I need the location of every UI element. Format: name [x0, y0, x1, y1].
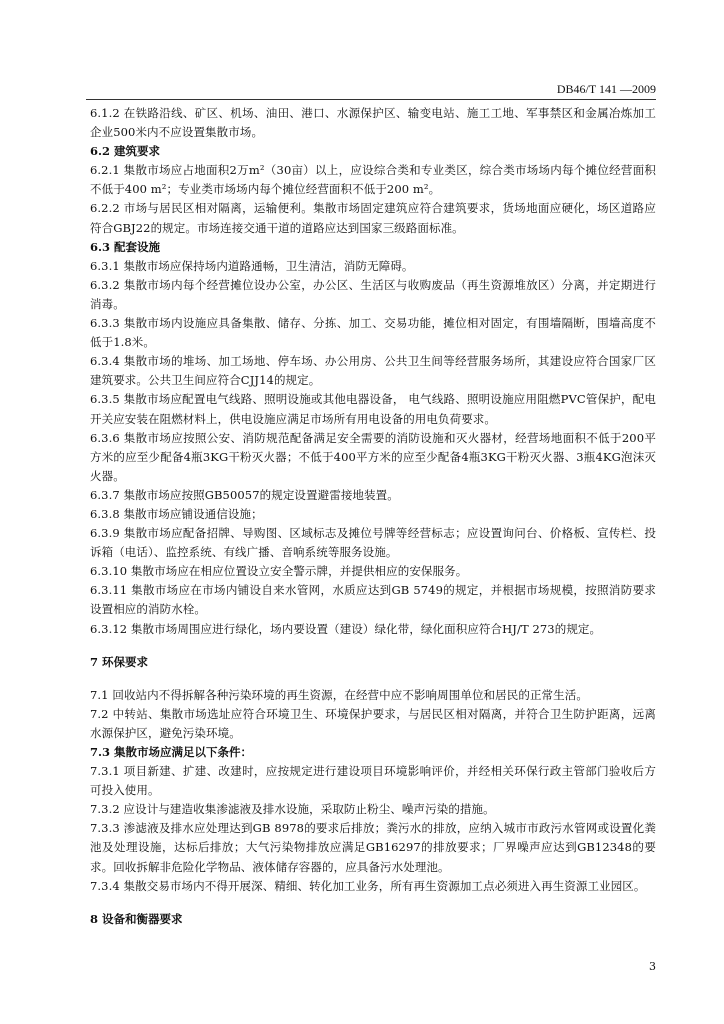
subsection-heading: 6.2 建筑要求 — [90, 144, 161, 159]
paragraph: 7.3.2 应设计与建造收集渗滤液及排水设施，采取防止粉尘、噪声污染的措施。 — [90, 802, 495, 817]
section-heading: 7 环保要求 — [90, 654, 149, 669]
subsection-heading: 6.3 配套设施 — [90, 239, 161, 254]
page-number: 3 — [649, 960, 656, 973]
paragraph: 6.3.8 集散市场应铺设通信设施； — [90, 506, 263, 521]
document-body — [90, 104, 656, 929]
paragraph: 6.1.2 在铁路沿线、矿区、机场、油田、港口、水源保护区、输变电站、施工工地、军事禁区和金属冶炼加工企业500米内不应设置集散市场。 — [90, 106, 656, 140]
paragraph: 6.3.5 集散市场应配置电气线路、照明设施或其他电器设备， 电气线路、照明设施应用阻燃PVC管保护，配电开关应安装在阻燃材料上，供电设施应满足市场所有用电设备的用电负荷要求。 — [90, 392, 656, 426]
section-gap — [90, 672, 656, 686]
section-heading: 8 设备和衡器要求 — [90, 911, 183, 926]
header-rule — [86, 99, 656, 100]
section-gap — [90, 896, 656, 910]
paragraph: 6.3.4 集散市场的堆场、加工场地、停车场、办公用房、公共卫生间等经营服务场所，其建设应符合国家厂区建筑要求。公共卫生间应符合CJJ14的规定。 — [90, 354, 656, 388]
subsection-heading: 7.3 集散市场应满足以下条件： — [90, 745, 253, 759]
paragraph: 6.3.2 集散市场内每个经营摊位设办公室，办公区、生活区与收购废品（再生资源堆放区）分离，并定期进行消毒。 — [90, 277, 656, 311]
paragraph: 7.1 回收站内不得拆解各种污染环境的再生资源，在经营中应不影响周围单位和居民的正常生活。 — [90, 687, 588, 702]
standard-code: DB46/T 141 —2009 — [556, 82, 656, 96]
paragraph: 7.2 中转站、集散市场选址应符合环境卫生、环境保护要求，与居民区相对隔离，并符合卫生防护距离，远离水源保护区，避免污染环境。 — [90, 706, 656, 740]
paragraph: 6.3.11 集散市场应在市场内铺设自来水管网，水质应达到GB 5749的规定，并根据市场规模，按照消防要求设置相应的消防水栓。 — [90, 583, 656, 617]
paragraph: 7.3.1 项目新建、扩建、改建时，应按规定进行建设项目环境影响评价，并经相关环保行政主管部门验收后方可投入使用。 — [90, 764, 656, 798]
paragraph: 6.3.10 集散市场应在相应位置设立安全警示牌，并提供相应的安保服务。 — [90, 564, 468, 579]
section-gap — [90, 639, 656, 653]
paragraph: 6.3.3 集散市场内设施应具备集散、储存、分拣、加工、交易功能，摊位相对固定，有围墙隔断，围墙高度不低于1.8米。 — [90, 316, 656, 350]
paragraph: 7.3.4 集散交易市场内不得开展深、精细、转化加工业务，所有再生资源加工点必须进入再生资源工业园区。 — [90, 878, 646, 893]
paragraph: 6.2.1 集散市场应占地面积2万m²（30亩）以上，应设综合类和专业类区，综合类市场场内每个摊位经营面积不低于400 m²；专业类市场场内每个摊位经营面积不低于200 m²。 — [90, 163, 656, 197]
paragraph: 6.2.2 市场与居民区相对隔离，运输便利。集散市场固定建筑应符合建筑要求，货场地面应硬化，场区道路应符合GBJ22的规定。市场连接交通干道的道路应达到国家三级路面标准。 — [90, 201, 656, 235]
paragraph: 6.3.12 集散市场周围应进行绿化，场内要设置（建设）绿化带，绿化面积应符合HJ/T 273的规定。 — [90, 621, 602, 636]
paragraph: 6.3.6 集散市场应按照公安、消防规范配备满足安全需要的消防设施和灭火器材，经营场地面积不低于200平方米的应至少配备4瓶3KG干粉灭火器；不低于400平方米的应至少配备4瓶3KG干粉灭火器、3瓶4KG泡沫灭火器。 — [90, 430, 656, 483]
paragraph: 6.3.7 集散市场应按照GB50057的规定设置避雷接地装置。 — [90, 487, 399, 502]
paragraph: 7.3.3 渗滤液及排水应处理达到GB 8978的要求后排放；粪污水的排放，应纳入城市市政污水管网或设置化粪池及处理设施，达标后排放；大气污染物排放应满足GB16297的排放要求；厂界噪声应达到GB12348的要求。回收拆解非危险化学物品、液体储存容器的，应具备污水处理池。 — [90, 821, 656, 874]
paragraph: 6.3.9 集散市场应配备招牌、导购图、区域标志及摊位号牌等经营标志；应设置询问台、价格板、宣传栏、投诉箱（电话）、监控系统、有线广播、音响系统等服务设施。 — [90, 526, 656, 560]
paragraph: 6.3.1 集散市场应保持场内道路通畅，卫生清洁，消防无障碍。 — [90, 258, 414, 273]
